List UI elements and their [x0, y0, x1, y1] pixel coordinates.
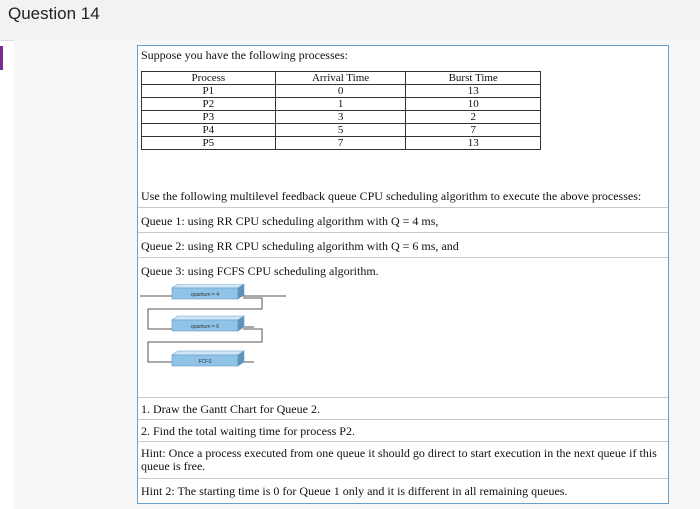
queue-label-3: FCFS: [198, 359, 212, 365]
process-cell: P5: [142, 137, 276, 150]
burst-cell: 7: [406, 124, 541, 137]
divider: [138, 257, 668, 258]
burst-cell: 10: [406, 98, 541, 111]
divider: [138, 441, 668, 442]
table-header-row: [142, 72, 541, 85]
header-process: Process: [142, 72, 276, 85]
arrival-cell: 0: [275, 85, 406, 98]
divider: [138, 419, 668, 420]
question-title: Question 14: [8, 4, 100, 23]
process-table: [141, 71, 541, 150]
arrival-cell: 7: [275, 137, 406, 150]
divider: [138, 478, 668, 479]
table-row: [142, 124, 541, 137]
table-row: [142, 98, 541, 111]
table-row: [142, 137, 541, 150]
multilevel-queue-diagram: [138, 284, 288, 394]
header-burst-time: Burst Time: [406, 72, 541, 85]
process-cell: P2: [142, 98, 276, 111]
burst-cell: 13: [406, 85, 541, 98]
question-accent-bar: [0, 46, 3, 70]
process-cell: P1: [142, 85, 276, 98]
algorithm-intro: Use the following multilevel feedback queue CPU scheduling algorithm to execute the above processes:: [141, 189, 642, 203]
burst-cell: 13: [406, 137, 541, 150]
queue2-text: Queue 2: using RR CPU scheduling algorithm with Q = 6 ms, and: [141, 239, 459, 253]
task2-text: 2. Find the total waiting time for process P2.: [141, 424, 355, 438]
divider: [138, 232, 668, 233]
arrival-cell: 3: [275, 111, 406, 124]
table-row: [142, 111, 541, 124]
process-cell: P3: [142, 111, 276, 124]
header-arrival-time: Arrival Time: [275, 72, 406, 85]
table-row: [142, 85, 541, 98]
process-cell: P4: [142, 124, 276, 137]
task1-text: 1. Draw the Gantt Chart for Queue 2.: [141, 402, 320, 416]
hint2-text: Hint 2: The starting time is 0 for Queue 1 only and it is different in all remaining queues.: [141, 484, 568, 498]
burst-cell: 2: [406, 111, 541, 124]
question-header: [0, 0, 700, 41]
question-body: [137, 45, 669, 504]
divider: [138, 207, 668, 208]
queue-label-1: quantum = 4: [191, 292, 219, 298]
divider: [138, 397, 668, 398]
hint1-text: Hint: Once a process executed from one queue it should go direct to start execution in the next queue if this queue is free.: [141, 446, 657, 473]
queue1-text: Queue 1: using RR CPU scheduling algorithm with Q = 4 ms,: [141, 214, 439, 228]
arrival-cell: 1: [275, 98, 406, 111]
intro-text: Suppose you have the following processes:: [141, 48, 348, 62]
queue-label-2: quantum = 6: [191, 324, 219, 330]
arrival-cell: 5: [275, 124, 406, 137]
queue3-text: Queue 3: using FCFS CPU scheduling algorithm.: [141, 264, 379, 278]
